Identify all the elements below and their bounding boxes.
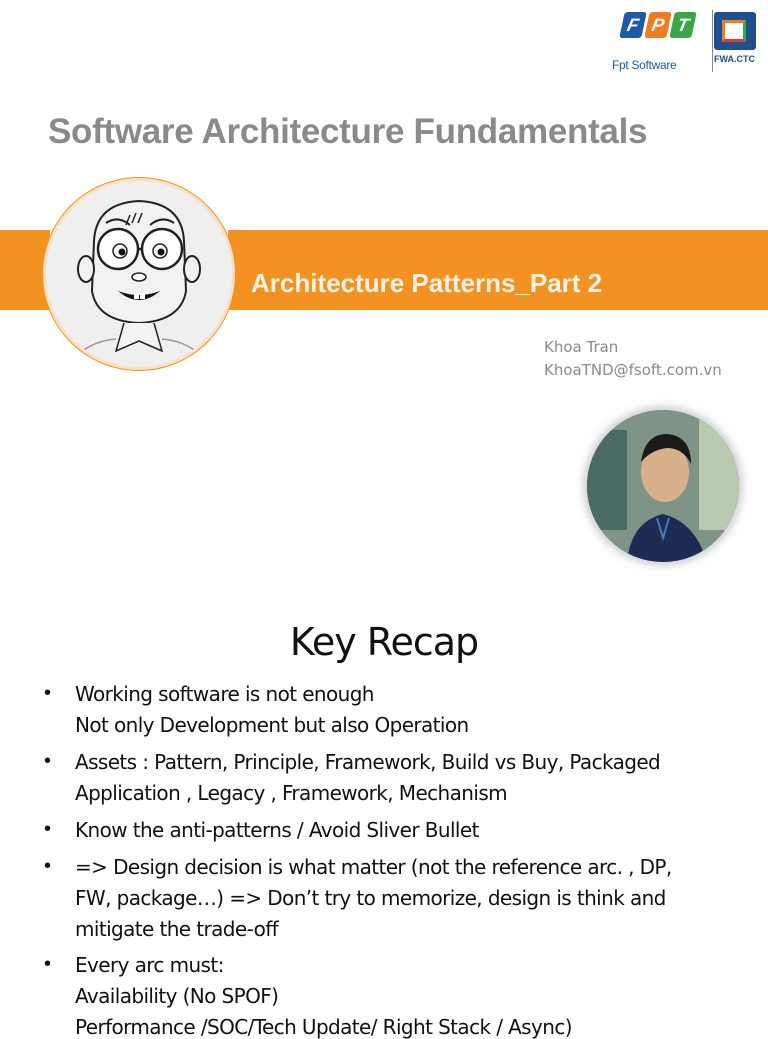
cartoon-avatar-image: [43, 178, 235, 370]
logo-letter-p: P: [644, 12, 672, 38]
bullet-text: Availability (No SPOF): [75, 984, 279, 1008]
logo-divider: [712, 10, 713, 72]
bullet-text: Not only Development but also Operation: [75, 713, 469, 737]
bullet-text: => Design decision is what matter (not the reference arc. , DP,: [75, 855, 672, 879]
fwa-ctc-logo-icon: [714, 12, 756, 50]
bullet-text: FW, package…) => Don’t try to memorize, design is think and: [75, 886, 666, 910]
bullet-text: Working software is not enough: [75, 682, 374, 706]
bullet-icon: •: [44, 750, 52, 772]
bullet-text: mitigate the trade-off: [75, 917, 279, 941]
course-title: Software Architecture Fundamentals: [48, 112, 648, 151]
bullet-text: Know the anti-patterns / Avoid Sliver Bullet: [75, 818, 479, 842]
bullet-text: Performance /SOC/Tech Update/ Right Stack / Async): [75, 1015, 572, 1039]
presenter-name: Khoa Tran: [544, 338, 619, 356]
presenter-email: KhoaTND@fsoft.com.vn: [544, 361, 722, 379]
bullet-icon: •: [44, 953, 52, 975]
presenter-portrait-icon: [587, 410, 739, 562]
bullet-icon: •: [44, 682, 52, 704]
bullet-icon: •: [44, 818, 52, 840]
bullet-text: Every arc must:: [75, 953, 224, 977]
partner-name: FWA.CTC: [714, 54, 755, 64]
cartoon-face-icon: [46, 181, 232, 367]
logo-letter-t: T: [669, 12, 697, 38]
lecture-subtitle: Architecture Patterns_Part 2: [251, 268, 603, 298]
bullet-text: Assets : Pattern, Principle, Framework, Build vs Buy, Packaged: [75, 750, 661, 774]
presenter-photo: [587, 410, 739, 562]
logo-letter-f: F: [619, 12, 647, 38]
slide-title: Key Recap: [289, 620, 479, 664]
fpt-letters-icon: [622, 12, 694, 38]
bullet-text: Application , Legacy , Framework, Mechanism: [75, 781, 508, 805]
bullet-icon: •: [44, 855, 52, 877]
fpt-logo: [610, 8, 760, 78]
company-name: Fpt Software: [612, 58, 677, 72]
